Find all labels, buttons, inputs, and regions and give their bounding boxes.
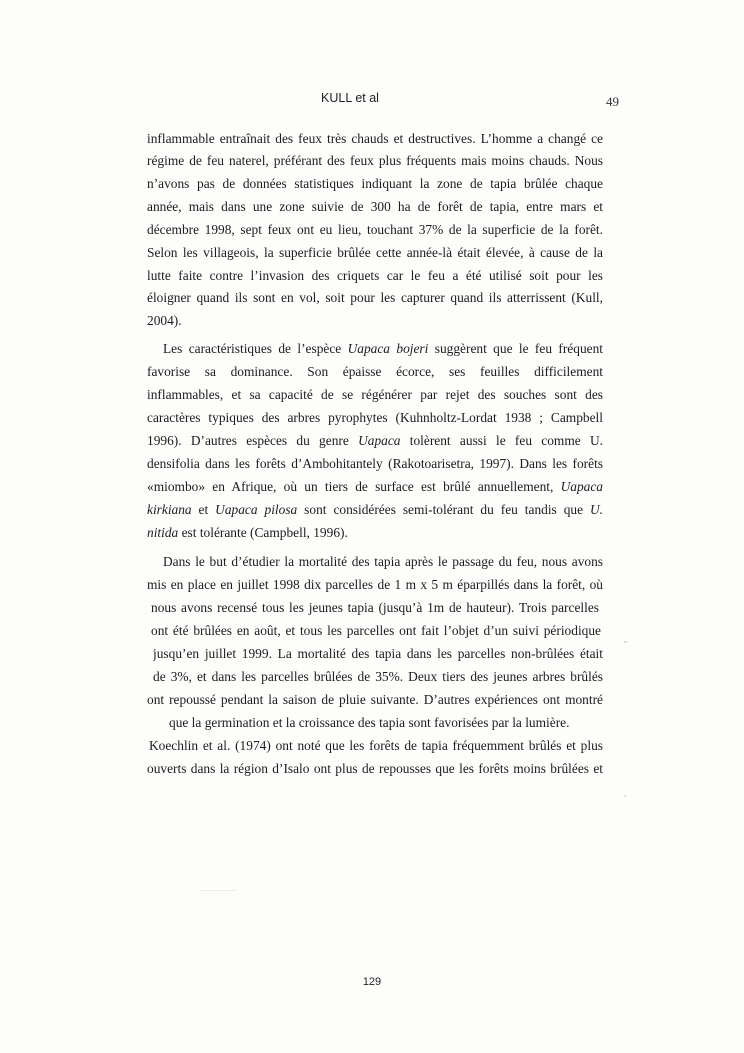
text-line <box>147 499 603 521</box>
text-line <box>147 476 603 498</box>
scan-speck <box>624 641 627 643</box>
text-segment: tolèrent aussi le feu comme U. <box>400 433 603 448</box>
text-line <box>147 265 603 287</box>
text-line <box>147 242 603 264</box>
italic-text-segment: Uapaca bojeri <box>347 341 429 356</box>
text-segment: sont considérées semi-tolérant du feu tandis que <box>297 502 590 517</box>
text-segment: Selon les villageois, la superficie brûlée cette année-là était élevée, à cause de la <box>147 245 603 260</box>
text-line <box>147 453 603 475</box>
text-segment: jusqu’en juillet 1999. La mortalité des tapia dans les parcelles non-brûlées était <box>153 646 603 661</box>
text-line <box>147 407 603 429</box>
text-segment: favorise sa dominance. Son épaisse écorce, ses feuilles difficilement <box>147 364 603 379</box>
italic-text-segment: kirkiana <box>147 502 192 517</box>
text-segment: est tolérante (Campbell, 1996). <box>178 525 348 540</box>
text-line <box>163 338 603 360</box>
text-segment: éloigner quand ils sont en vol, soit pour les capturer quand ils atterrissent (Kull, <box>147 290 603 305</box>
text-line <box>147 384 603 406</box>
text-segment: ont été brûlées en août, et tous les parcelles ont fait l’objet d’un suivi périodique <box>151 623 601 638</box>
text-segment: inflammables, et sa capacité de se régénérer par rejet des souches sont des <box>147 387 603 402</box>
text-line <box>147 310 603 332</box>
text-segment: mis en place en juillet 1998 dix parcelles de 1 m x 5 m éparpillés dans la forêt, où <box>147 577 603 592</box>
text-segment: densifolia dans les forêts d’Ambohitantely (Rakotoarisetra, 1997). Dans les forêts <box>147 456 603 471</box>
text-line <box>153 666 603 688</box>
text-segment: lutte faite contre l’invasion des criquets car le feu a été utilisé soit pour les <box>147 268 603 283</box>
text-line <box>147 430 603 452</box>
text-line <box>147 287 603 309</box>
text-segment: et <box>191 502 216 517</box>
running-title: KULL et al <box>321 91 379 105</box>
text-line <box>147 689 603 711</box>
text-segment: ont repoussé pendant la saison de pluie suivante. D’autres expériences ont montré <box>147 692 603 707</box>
italic-text-segment: U. <box>589 502 603 517</box>
text-segment: n’avons pas de données statistiques indiquant la zone de tapia brûlée chaque <box>147 176 603 191</box>
italic-text-segment: Uapaca <box>560 479 603 494</box>
text-line <box>147 758 603 780</box>
text-segment: Dans le but d’étudier la mortalité des tapia après le passage du feu, nous avons <box>163 554 603 569</box>
text-segment: 2004). <box>147 313 182 328</box>
text-line <box>147 150 603 172</box>
text-line <box>149 735 603 757</box>
text-line <box>163 551 603 573</box>
text-line <box>147 196 603 218</box>
footer-page-number: 129 <box>362 976 382 988</box>
scan-speck <box>200 890 236 891</box>
text-segment: décembre 1998, sept feux ont eu lieu, touchant 37% de la superficie de la forêt. <box>147 222 603 237</box>
text-segment: Les caractéristiques de l’espèce <box>163 341 348 356</box>
text-segment: 1996). D’autres espèces du genre <box>147 433 359 448</box>
italic-text-segment: nitida <box>147 525 179 540</box>
text-segment: «miombo» en Afrique, où un tiers de surface est brûlé annuellement, <box>147 479 561 494</box>
scan-speck <box>624 795 626 797</box>
italic-text-segment: Uapaca pilosa <box>215 502 298 517</box>
text-segment: régime de feu naterel, préférant des feux plus fréquents mais moins chauds. Nous <box>147 153 603 168</box>
text-line <box>151 597 599 619</box>
text-line <box>147 219 603 241</box>
journal-page-number: 49 <box>606 94 619 109</box>
text-segment: Koechlin et al. (1974) ont noté que les forêts de tapia fréquemment brûlés et plus <box>149 738 603 753</box>
text-line <box>147 128 603 150</box>
text-segment: inflammable entraînait des feux très chauds et destructives. L’homme a changé ce <box>147 131 603 146</box>
text-line <box>151 620 601 642</box>
text-segment: de 3%, et dans les parcelles brûlées de 35%. Deux tiers des jeunes arbres brûlés <box>153 669 603 684</box>
text-segment: ouverts dans la région d’Isalo ont plus de repousses que les forêts moins brûlées et <box>147 761 603 776</box>
text-segment: année, mais dans une zone suivie de 300 ha de forêt de tapia, entre mars et <box>147 199 603 214</box>
text-line <box>147 574 603 596</box>
text-line <box>147 522 603 544</box>
text-line <box>147 173 603 195</box>
italic-text-segment: Uapaca <box>358 433 401 448</box>
text-segment: suggèrent que le feu fréquent <box>428 341 603 356</box>
text-segment: caractères typiques des arbres pyrophytes (Kuhnholtz-Lordat 1938 ; Campbell <box>147 410 603 425</box>
text-line <box>153 643 603 665</box>
text-segment: que la germination et la croissance des tapia sont favorisées par la lumière. <box>169 715 570 730</box>
text-segment: nous avons recensé tous les jeunes tapia (jusqu’à 1m de hauteur). Trois parcelles <box>151 600 599 615</box>
text-line <box>147 361 603 383</box>
text-line <box>169 712 603 734</box>
